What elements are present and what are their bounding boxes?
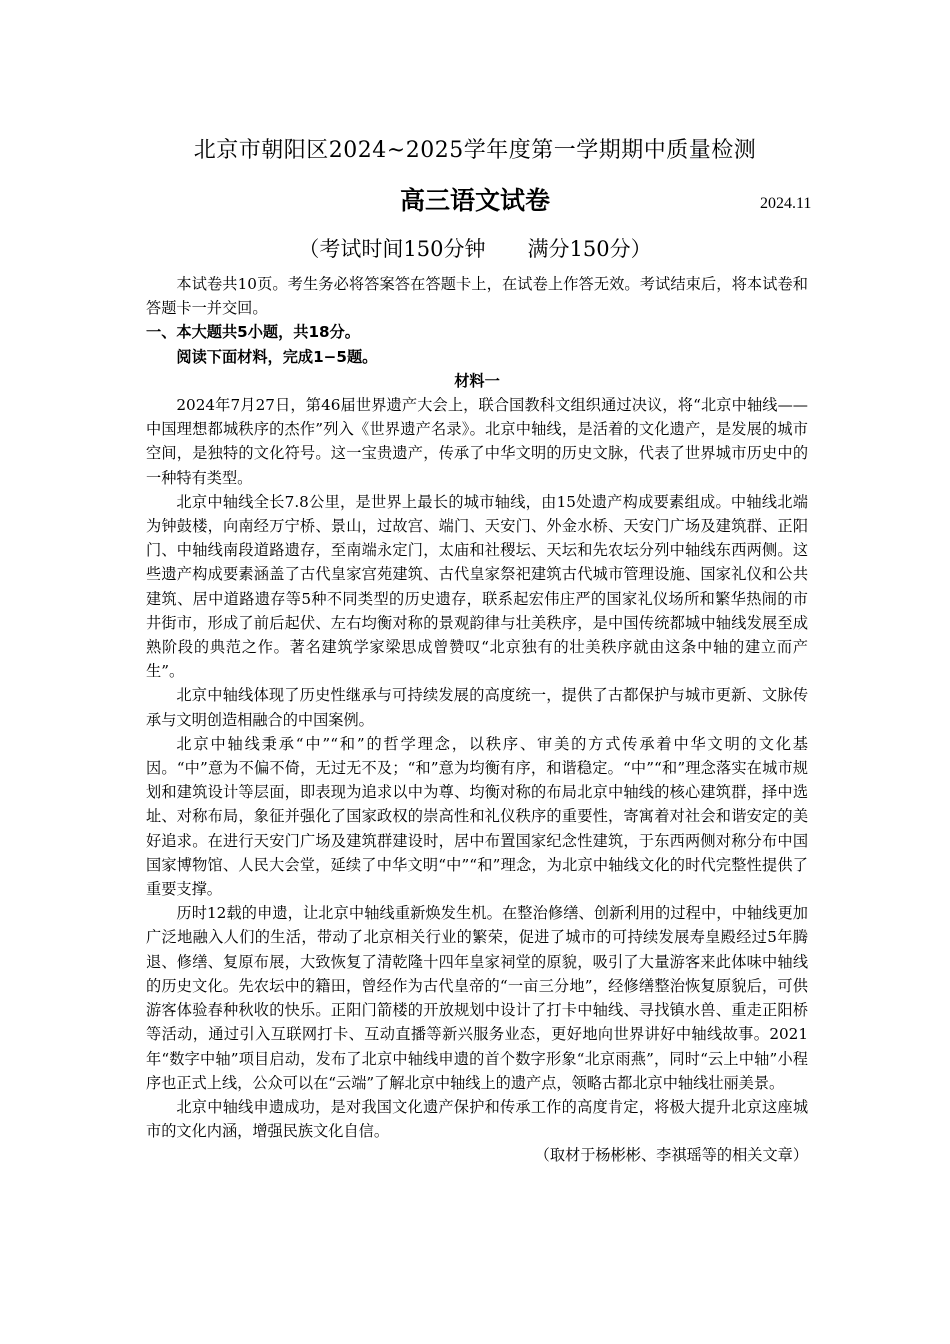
material-paragraph: 北京中轴线申遗成功，是对我国文化遗产保护和传承工作的高度肯定，将极大提升北京这座城市的文化内涵，增强民族文化自信。 [146, 1097, 808, 1141]
material-paragraph: 北京中轴线体现了历史性继承与可持续发展的高度统一，提供了古都保护与城市更新、文脉传承与文明创造相融合的中国案例。 [146, 686, 808, 729]
exam-intro: 本试卷共10页。考生务必将答案答在答题卡上，在试卷上作答无效。考试结束后，将本试卷和答题卡一并交回。 [146, 275, 808, 318]
material-paragraph: 北京中轴线秉承“中”“和”的哲学理念，以秩序、审美的方式传承着中华文明的文化基因。“中”意为不偏不倚，无过无不及；“和”意为均衡有序，和谐稳定。“中”“和”理念落实在城市规划和建筑设计等层面，即表现为追求以中为尊、均衡对称的布局北京中轴线的核心建筑群，择中选址、对称布局，象征并强化了国家政权的崇高性和礼仪秩序的重要性，寄寓着对社会和谐安定的美好追求。在进行天安门广场及建筑群建设时，居中布置国家纪念性建筑，于东西两侧对称分布中国国家博物馆、人民大会堂，延续了中华文明“中”“和”理念，为北京中轴线文化的时代完整性提供了重要支撑。 [146, 734, 808, 899]
material-paragraph: 历时12载的申遗，让北京中轴线重新焕发生机。在整治修缮、创新利用的过程中，中轴线更加广泛地融入人们的生活，带动了北京相关行业的繁荣，促进了城市的可持续发展寿皇殿经过5年腾退、修缮、复原布展，大致恢复了清乾隆十四年皇家祠堂的原貌，吸引了大量游客来此体味中轴线的历史文化。先农坛中的籍田，曾经作为古代皇帝的“一亩三分地”，经修缮整治恢复原貌后，可供游客体验春种秋收的快乐。正阳门箭楼的开放规划中设计了打卡中轴线、寻找镇水兽、重走正阳桥等活动，通过引入互联网打卡、互动直播等新兴服务业态，更好地向世界讲好中轴线故事。2021年“数字中轴”项目启动，发布了北京中轴线申遗的首个数字形象“北京雨燕”，同时“云上中轴”小程序也正式上线，公众可以在“云端”了解北京中轴线上的遗产点，领略古都北京中轴线壮丽美景。 [146, 904, 808, 1092]
exam-date: 2024.11 [760, 195, 812, 212]
material-source: （取材于杨彬彬、李祺瑶等的相关文章） [534, 1146, 808, 1165]
exam-content [146, 272, 808, 1168]
exam-title: 北京市朝阳区2024~2025学年度第一学期期中质量检测 [193, 138, 757, 163]
material-paragraph: 北京中轴线全长7.8公里，是世界上最长的城市轴线，由15处遗产构成要素组成。中轴线北端为钟鼓楼，向南经万宁桥、景山，过故宫、端门、天安门、外金水桥、天安门广场及建筑群、正阳门、中轴线南段道路遗存，至南端永定门，太庙和社稷坛、天坛和先农坛分列中轴线东西两侧。这些遗产构成要素涵盖了古代皇家宫苑建筑、古代皇家祭祀建筑古代城市管理设施、国家礼仪和公共建筑、居中道路遗存等5种不同类型的历史遗存，联系起宏伟庄严的国家礼仪场所和繁华热闹的市井街市，形成了前后起伏、左右均衡对称的景观韵律与壮美秩序，是中国传统都城中轴线发展至成熟阶段的典范之作。著名建筑学家梁思成曾赞叹“北京独有的壮美秩序就由这条中轴的建立而产生”。 [146, 492, 808, 681]
exam-info: （考试时间150分钟 满分150分） [298, 237, 652, 261]
material-paragraph: 2024年7月27日，第46届世界遗产大会上，联合国教科文组织通过决议，将“北京中轴线——中国理想都城秩序的杰作”列入《世界遗产名录》。北京中轴线，是活着的文化遗产，是发展的城市空间，是独特的文化符号。这一宝贵遗产，传承了中华文明的历史文脉，代表了世界城市历史中的一种特有类型。 [146, 396, 808, 487]
section-heading: 一、本大题共5小题，共18分。 [146, 323, 360, 342]
material-title: 材料一 [454, 371, 500, 390]
subject-title: 高三语文试卷 [399, 186, 550, 215]
section-instruction: 阅读下面材料，完成1−5题。 [176, 347, 378, 366]
